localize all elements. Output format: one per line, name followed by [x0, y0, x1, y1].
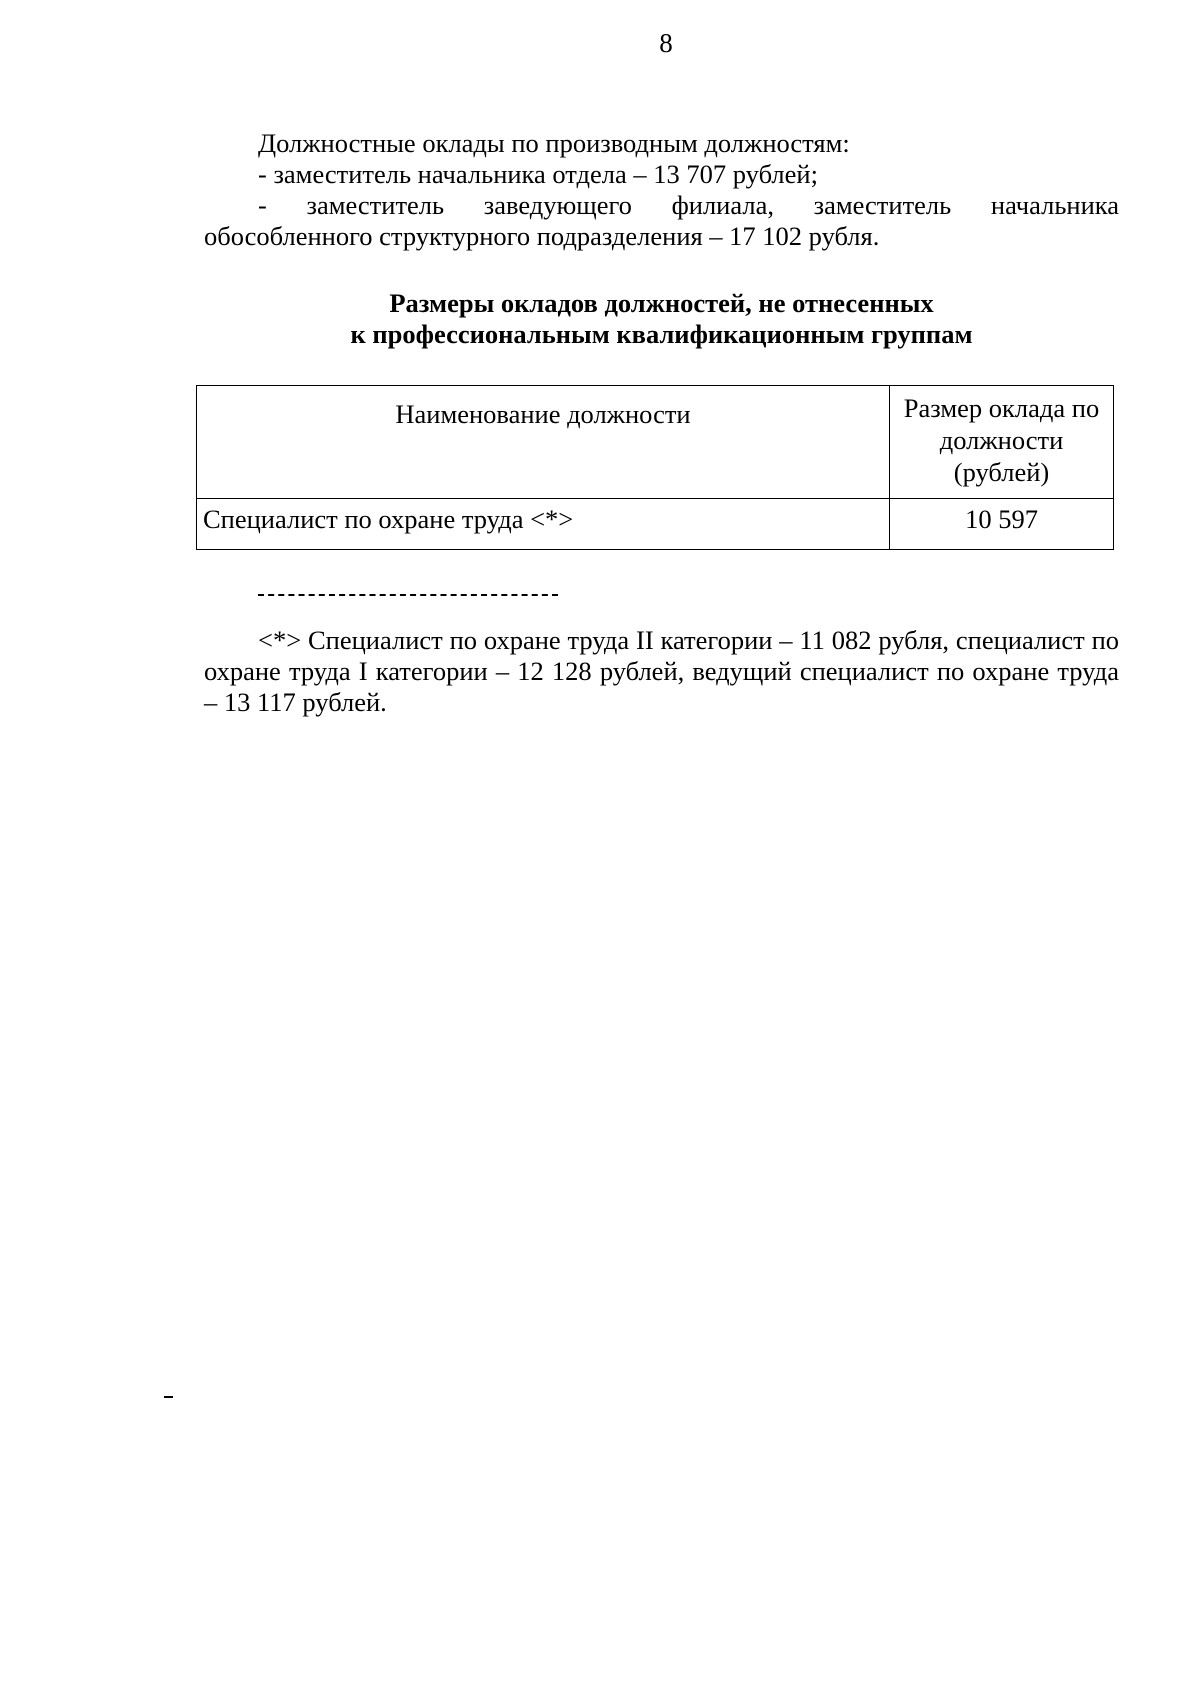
- footnote-text: <*> Специалист по охране труда II категории – 11 082 рубля, специалист по охране труда I категории – 12 128 рублей, ведущий специалист по охране труда – 13 117 рублей.: [204, 625, 1119, 717]
- cell-position-name: Специалист по охране труда <*>: [197, 499, 890, 550]
- footnote-separator: [258, 594, 558, 596]
- section-heading: [204, 288, 1119, 350]
- intro-line-title: Должностные оклады по производным должностям:: [258, 128, 850, 158]
- salary-table: [196, 385, 1114, 550]
- scan-mark: [164, 1396, 173, 1398]
- heading-line-1: Размеры окладов должностей, не отнесенных: [389, 288, 934, 318]
- page-number: 8: [659, 28, 673, 58]
- header-salary-line-3: (рублей): [953, 457, 1050, 487]
- header-position-name: Наименование должности: [197, 386, 890, 499]
- header-salary-line-2: должности: [939, 425, 1064, 455]
- footnote: [204, 625, 1119, 718]
- heading-line-2: к профессиональным квалификационным группам: [350, 319, 973, 349]
- intro-paragraph: [204, 128, 1119, 252]
- table-header-row: [197, 386, 1114, 499]
- table-row: [197, 499, 1114, 550]
- header-salary-line-1: Размер оклада по: [903, 393, 1100, 423]
- header-salary-size: [890, 386, 1114, 499]
- intro-line-deputy-head: - заместитель начальника отдела – 13 707 рублей;: [258, 159, 818, 189]
- intro-line-deputy-branch: - заместитель заведующего филиала, заместитель начальника обособленного структурного подразделения – 17 102 рубля.: [204, 190, 1119, 251]
- cell-salary-value: 10 597: [890, 499, 1114, 550]
